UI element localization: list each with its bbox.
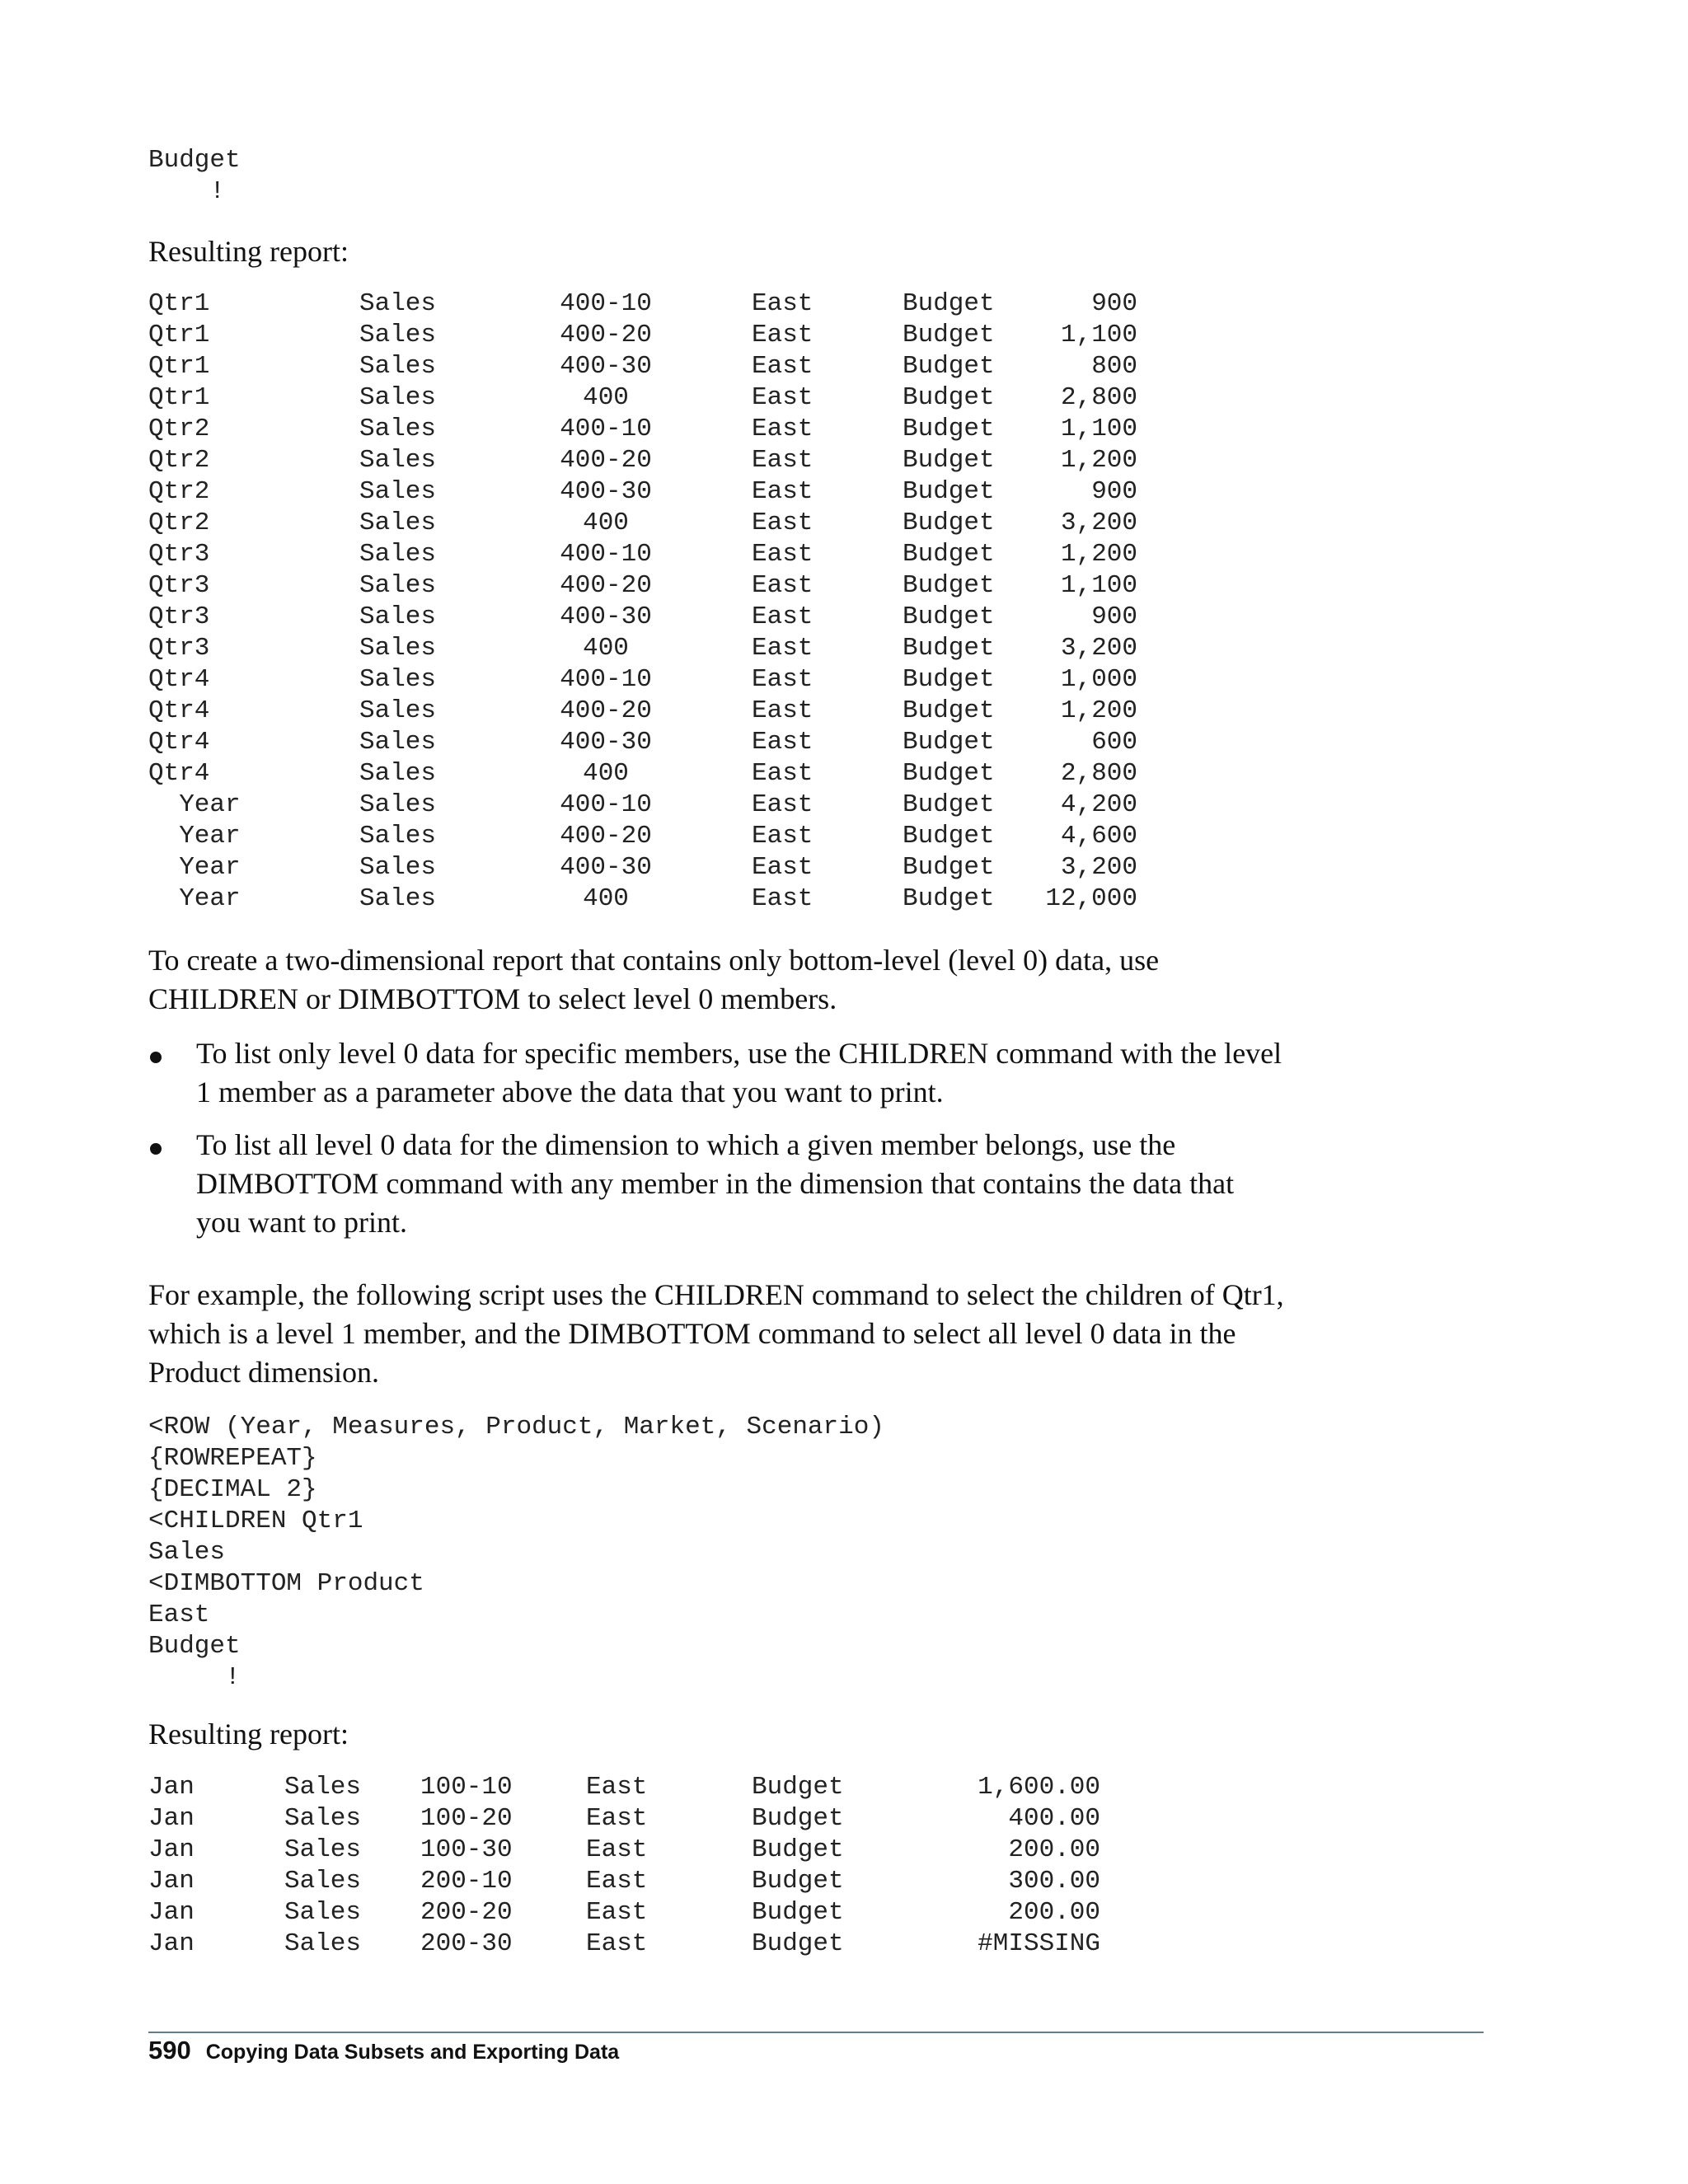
- code-block-top: [148, 145, 241, 208]
- bullet-line: To list all level 0 data for the dimension to which a given member belongs, use the: [196, 1128, 1176, 1161]
- table-cell: East: [586, 1773, 648, 1802]
- table-cell: East: [752, 884, 814, 913]
- table-row: [148, 1835, 1137, 1866]
- table-cell: 400-20: [560, 321, 652, 349]
- bullet-line: 1 member as a parameter above the data that you want to print.: [196, 1076, 944, 1108]
- table-cell: East: [752, 665, 814, 694]
- table-cell: East: [752, 853, 814, 882]
- table-cell: East: [586, 1804, 648, 1833]
- table-cell: East: [752, 540, 814, 569]
- table-cell: Sales: [359, 602, 437, 631]
- table-cell: Year: [148, 790, 241, 819]
- table-cell: 200.00: [1008, 1898, 1100, 1927]
- table-cell: Qtr1: [148, 289, 210, 318]
- table-cell: 400: [583, 634, 629, 663]
- paragraph-level0-intro: [148, 941, 1302, 1019]
- table-row: [148, 1772, 1137, 1803]
- heading-resulting-report-1: Resulting report:: [148, 235, 349, 268]
- table-cell: Jan: [148, 1835, 195, 1864]
- table-cell: Qtr1: [148, 352, 210, 381]
- table-cell: 400-30: [560, 352, 652, 381]
- table-row: [148, 508, 1179, 539]
- bullet-icon: [150, 1052, 162, 1063]
- table-cell: Budget: [752, 1898, 844, 1927]
- table-cell: 900: [1091, 289, 1137, 318]
- table-row: [148, 382, 1179, 414]
- table-cell: 400: [583, 759, 629, 788]
- code-block-script: [148, 1412, 884, 1694]
- table-cell: Year: [148, 853, 241, 882]
- table-row: [148, 288, 1179, 320]
- table-cell: 400-30: [560, 853, 652, 882]
- table-cell: Jan: [148, 1773, 195, 1802]
- table-cell: Sales: [284, 1835, 362, 1864]
- table-cell: Qtr1: [148, 383, 210, 412]
- report-table-1: [148, 288, 1179, 923]
- table-cell: Sales: [359, 634, 437, 663]
- table-cell: 4,600: [1060, 822, 1137, 851]
- table-cell: Budget: [752, 1867, 844, 1896]
- table-cell: Budget: [903, 415, 995, 443]
- table-cell: Sales: [359, 759, 437, 788]
- table-row: [148, 633, 1179, 664]
- table-row: [148, 1929, 1137, 1960]
- footer-divider: [148, 2032, 1484, 2033]
- table-cell: Qtr4: [148, 665, 210, 694]
- code-line: Budget: [148, 146, 241, 175]
- table-cell: Sales: [359, 321, 437, 349]
- table-cell: Sales: [284, 1898, 362, 1927]
- table-cell: 400: [583, 509, 629, 537]
- table-cell: 400-20: [560, 571, 652, 600]
- table-cell: Qtr4: [148, 696, 210, 725]
- table-cell: 2,800: [1060, 383, 1137, 412]
- table-row: [148, 320, 1179, 351]
- table-cell: Sales: [359, 790, 437, 819]
- table-cell: Budget: [903, 602, 995, 631]
- table-cell: East: [752, 728, 814, 757]
- table-cell: 400-30: [560, 477, 652, 506]
- table-cell: Qtr2: [148, 415, 210, 443]
- table-cell: Sales: [359, 728, 437, 757]
- table-cell: Sales: [359, 571, 437, 600]
- code-line: Sales: [148, 1538, 226, 1567]
- table-cell: Budget: [752, 1929, 844, 1958]
- table-row: [148, 758, 1179, 790]
- table-cell: 400-10: [560, 415, 652, 443]
- table-cell: East: [752, 415, 814, 443]
- bullet-item-dimbottom: [196, 1126, 1309, 1242]
- report-table-2: [148, 1772, 1137, 1970]
- table-cell: 400-10: [560, 665, 652, 694]
- table-cell: East: [752, 634, 814, 663]
- table-row: [148, 664, 1179, 696]
- table-cell: 400: [583, 884, 629, 913]
- table-cell: Budget: [903, 696, 995, 725]
- table-cell: East: [586, 1867, 648, 1896]
- table-cell: #MISSING: [978, 1929, 1100, 1958]
- table-cell: Sales: [359, 383, 437, 412]
- table-cell: 400-10: [560, 540, 652, 569]
- table-cell: 400-30: [560, 602, 652, 631]
- table-cell: 900: [1091, 602, 1137, 631]
- code-line: <CHILDREN Qtr1: [148, 1507, 363, 1535]
- table-cell: Budget: [903, 446, 995, 475]
- table-cell: 1,200: [1060, 696, 1137, 725]
- table-cell: Budget: [903, 790, 995, 819]
- table-cell: Sales: [359, 477, 437, 506]
- table-cell: Sales: [359, 540, 437, 569]
- table-cell: Qtr1: [148, 321, 210, 349]
- table-row: [148, 727, 1179, 758]
- table-cell: Qtr2: [148, 509, 210, 537]
- table-cell: 400-30: [560, 728, 652, 757]
- table-row: [148, 602, 1179, 633]
- table-cell: Sales: [284, 1804, 362, 1833]
- table-cell: Budget: [903, 571, 995, 600]
- table-cell: Sales: [359, 665, 437, 694]
- table-cell: East: [752, 822, 814, 851]
- table-row: [148, 351, 1179, 382]
- table-cell: 3,200: [1060, 509, 1137, 537]
- table-cell: East: [752, 790, 814, 819]
- table-cell: Sales: [359, 509, 437, 537]
- table-cell: Budget: [903, 540, 995, 569]
- table-cell: 100-20: [420, 1804, 513, 1833]
- table-cell: 12,000: [1045, 884, 1137, 913]
- table-cell: East: [752, 352, 814, 381]
- table-row: [148, 883, 1179, 915]
- table-cell: 200.00: [1008, 1835, 1100, 1864]
- table-cell: Budget: [903, 321, 995, 349]
- paragraph-line: which is a level 1 member, and the DIMBOTTOM command to select all level 0 data in the: [148, 1317, 1236, 1350]
- table-cell: Budget: [903, 759, 995, 788]
- table-row: [148, 1866, 1137, 1897]
- table-cell: Jan: [148, 1867, 195, 1896]
- table-row: [148, 414, 1179, 445]
- bullet-item-children: [196, 1034, 1309, 1112]
- table-cell: Sales: [284, 1929, 362, 1958]
- bullet-icon: [150, 1143, 162, 1155]
- code-line: <ROW (Year, Measures, Product, Market, Scenario): [148, 1413, 884, 1441]
- paragraph-example: [148, 1276, 1343, 1392]
- table-cell: East: [752, 509, 814, 537]
- table-cell: 3,200: [1060, 853, 1137, 882]
- table-cell: Qtr3: [148, 540, 210, 569]
- table-cell: 1,000: [1060, 665, 1137, 694]
- table-cell: Year: [148, 884, 241, 913]
- code-line: !: [148, 1663, 241, 1692]
- table-cell: Budget: [903, 822, 995, 851]
- table-cell: East: [752, 696, 814, 725]
- table-cell: East: [752, 759, 814, 788]
- table-cell: East: [752, 446, 814, 475]
- table-cell: Jan: [148, 1804, 195, 1833]
- table-row: [148, 539, 1179, 570]
- table-cell: 1,100: [1060, 571, 1137, 600]
- table-cell: Sales: [359, 853, 437, 882]
- table-cell: Sales: [359, 415, 437, 443]
- table-cell: 400: [583, 383, 629, 412]
- table-cell: Budget: [903, 853, 995, 882]
- table-row: [148, 1803, 1137, 1835]
- table-cell: 300.00: [1008, 1867, 1100, 1896]
- table-cell: Sales: [359, 352, 437, 381]
- paragraph-line: For example, the following script uses the CHILDREN command to select the children of Qtr1,: [148, 1278, 1284, 1311]
- table-row: [148, 1897, 1137, 1929]
- table-cell: 800: [1091, 352, 1137, 381]
- table-cell: East: [586, 1835, 648, 1864]
- table-cell: East: [752, 571, 814, 600]
- table-cell: Sales: [359, 289, 437, 318]
- table-cell: Sales: [284, 1867, 362, 1896]
- table-cell: Budget: [752, 1804, 844, 1833]
- code-line: !: [148, 177, 226, 206]
- table-cell: 900: [1091, 477, 1137, 506]
- table-cell: Qtr2: [148, 446, 210, 475]
- table-cell: 1,100: [1060, 415, 1137, 443]
- table-cell: 400-10: [560, 289, 652, 318]
- table-cell: 200-10: [420, 1867, 513, 1896]
- code-line: Budget: [148, 1632, 241, 1661]
- table-cell: 400.00: [1008, 1804, 1100, 1833]
- table-cell: 1,200: [1060, 540, 1137, 569]
- table-cell: Sales: [359, 446, 437, 475]
- table-cell: 1,100: [1060, 321, 1137, 349]
- table-cell: East: [752, 289, 814, 318]
- table-cell: East: [586, 1929, 648, 1958]
- table-cell: Budget: [903, 352, 995, 381]
- table-cell: Sales: [359, 884, 437, 913]
- table-cell: Year: [148, 822, 241, 851]
- table-cell: Budget: [903, 477, 995, 506]
- table-cell: 2,800: [1060, 759, 1137, 788]
- table-cell: Budget: [903, 289, 995, 318]
- chapter-title: Copying Data Subsets and Exporting Data: [205, 2041, 620, 2064]
- table-cell: Sales: [359, 822, 437, 851]
- table-cell: 400-20: [560, 822, 652, 851]
- table-row: [148, 852, 1179, 883]
- table-cell: Qtr3: [148, 571, 210, 600]
- table-cell: Jan: [148, 1929, 195, 1958]
- table-cell: 400-20: [560, 446, 652, 475]
- paragraph-line: CHILDREN or DIMBOTTOM to select level 0 members.: [148, 982, 837, 1015]
- table-cell: East: [752, 602, 814, 631]
- page-footer: [148, 2036, 619, 2065]
- table-row: [148, 570, 1179, 602]
- table-cell: Qtr4: [148, 728, 210, 757]
- code-line: <DIMBOTTOM Product: [148, 1569, 424, 1598]
- table-cell: Qtr2: [148, 477, 210, 506]
- table-cell: 4,200: [1060, 790, 1137, 819]
- table-cell: Budget: [903, 509, 995, 537]
- table-cell: 1,200: [1060, 446, 1137, 475]
- table-cell: Budget: [903, 634, 995, 663]
- table-cell: Qtr4: [148, 759, 210, 788]
- table-cell: 400-20: [560, 696, 652, 725]
- page-number: 590: [148, 2036, 191, 2064]
- paragraph-line: To create a two-dimensional report that contains only bottom-level (level 0) data, use: [148, 944, 1160, 977]
- table-cell: Sales: [359, 696, 437, 725]
- table-cell: East: [752, 321, 814, 349]
- heading-resulting-report-2: Resulting report:: [148, 1718, 349, 1750]
- paragraph-line: Product dimension.: [148, 1356, 379, 1389]
- bullet-line: DIMBOTTOM command with any member in the dimension that contains the data that: [196, 1167, 1235, 1200]
- code-line: {DECIMAL 2}: [148, 1475, 317, 1504]
- table-cell: Qtr3: [148, 602, 210, 631]
- table-cell: East: [586, 1898, 648, 1927]
- table-cell: Budget: [752, 1835, 844, 1864]
- table-cell: Sales: [284, 1773, 362, 1802]
- table-cell: Jan: [148, 1898, 195, 1927]
- table-row: [148, 790, 1179, 821]
- table-cell: Budget: [903, 728, 995, 757]
- table-cell: 600: [1091, 728, 1137, 757]
- table-cell: Budget: [752, 1773, 844, 1802]
- table-cell: 100-30: [420, 1835, 513, 1864]
- table-cell: 1,600.00: [978, 1773, 1100, 1802]
- code-line: {ROWREPEAT}: [148, 1444, 317, 1473]
- table-cell: 3,200: [1060, 634, 1137, 663]
- table-row: [148, 821, 1179, 852]
- table-cell: East: [752, 477, 814, 506]
- table-cell: Qtr3: [148, 634, 210, 663]
- table-cell: 400-10: [560, 790, 652, 819]
- table-cell: 200-30: [420, 1929, 513, 1958]
- code-line: East: [148, 1601, 210, 1629]
- bullet-line: To list only level 0 data for specific members, use the CHILDREN command with the level: [196, 1037, 1282, 1070]
- table-cell: Budget: [903, 884, 995, 913]
- bullet-line: you want to print.: [196, 1206, 407, 1239]
- table-cell: 200-20: [420, 1898, 513, 1927]
- table-cell: East: [752, 383, 814, 412]
- table-row: [148, 476, 1179, 508]
- table-row: [148, 696, 1179, 727]
- table-cell: Budget: [903, 665, 995, 694]
- table-cell: 100-10: [420, 1773, 513, 1802]
- table-row: [148, 445, 1179, 476]
- table-cell: Budget: [903, 383, 995, 412]
